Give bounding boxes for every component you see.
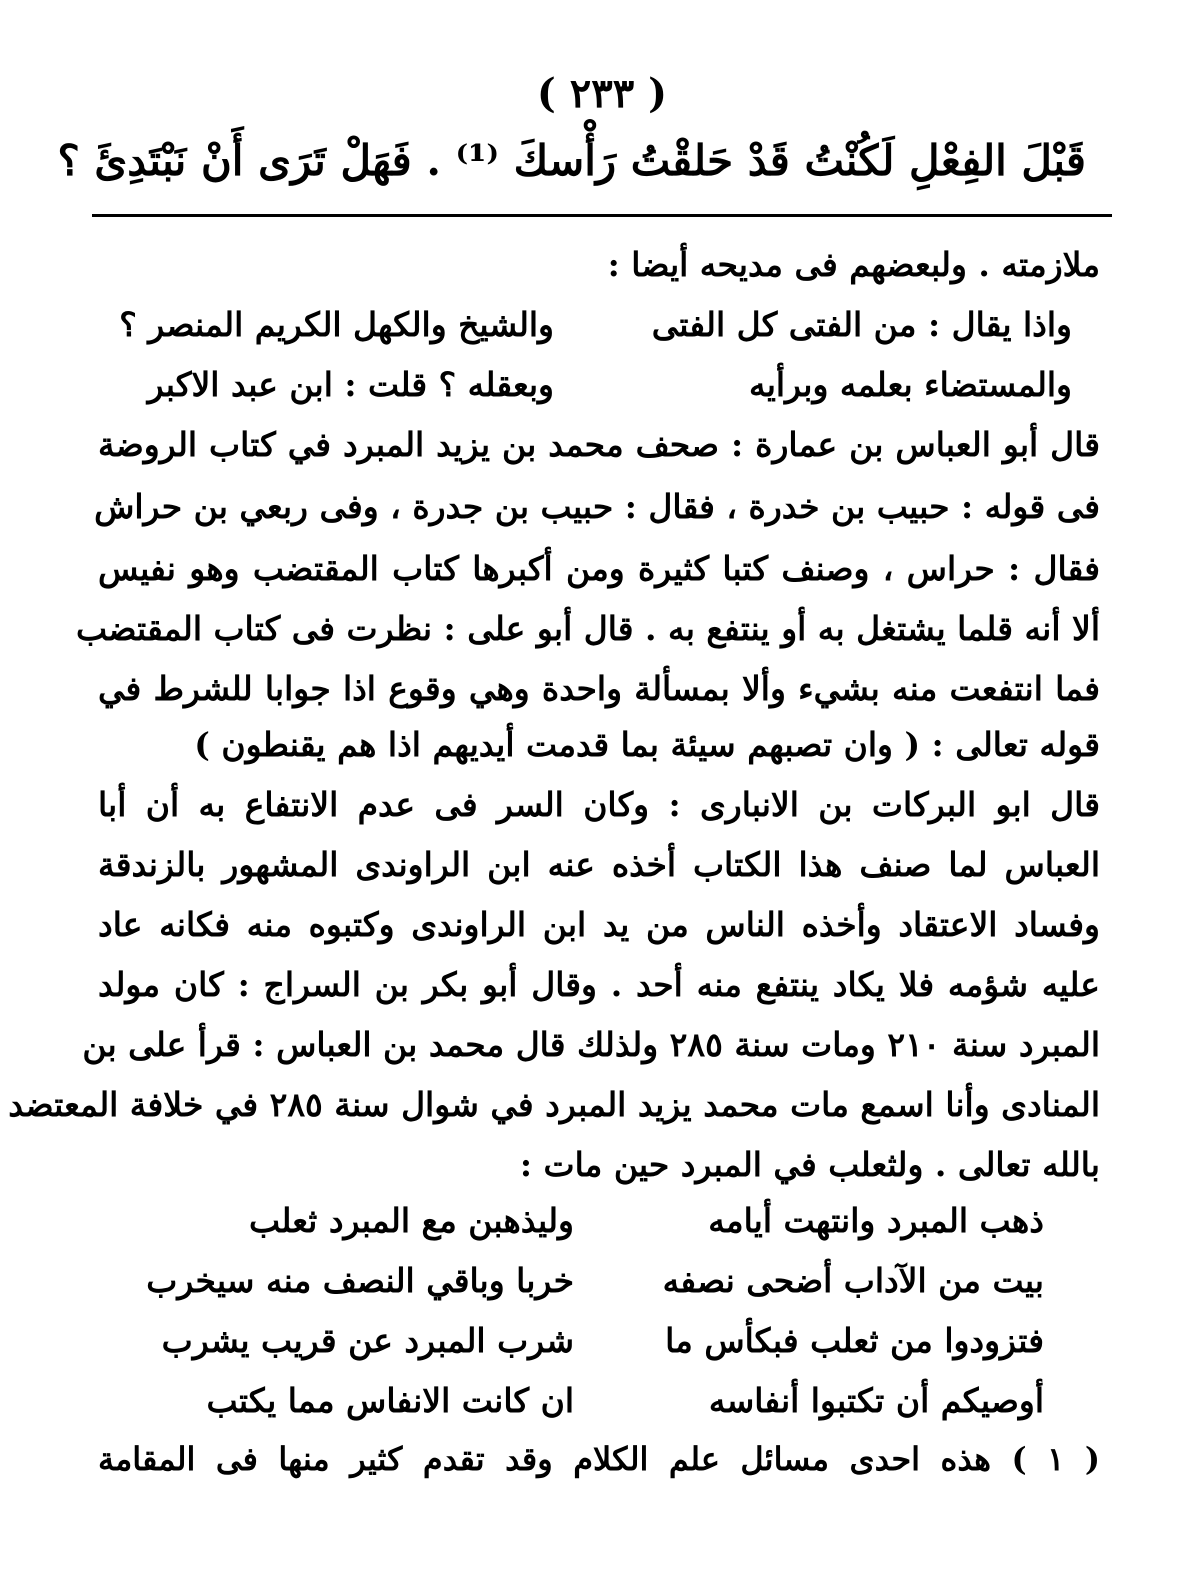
body-line-8: قال ابو البركات بن الانبارى : وكان السر فى عدم الانتفاع به أن أبا xyxy=(98,785,1100,824)
body-line-1: ملازمته . ولبعضهم فى مديحه أيضا : xyxy=(607,245,1100,284)
body-line-9: العباس لما صنف هذا الكتاب أخذه عنه ابن الراوندى المشهور بالزندقة xyxy=(98,845,1100,884)
verse-5-first-hemistich: فتزودوا من ثعلب فبكأس ما xyxy=(665,1321,1044,1360)
verse-4 xyxy=(134,1256,1044,1306)
verse-6-second-hemistich: ان كانت الانفاس مما يكتب xyxy=(206,1381,574,1420)
body-line-5: ألا أنه قلما يشتغل به أو ينتفع به . قال أبو على : نظرت فى كتاب المقتضب xyxy=(76,609,1100,648)
verse-2-second-hemistich: وبعقله ؟ قلت : ابن عبد الاكبر xyxy=(147,365,554,404)
verse-2-first-hemistich: والمستضاء بعلمه وبرأيه xyxy=(749,365,1072,404)
body-line-7: قوله تعالى : ( وان تصبهم سيئة بما قدمت أيديهم اذا هم يقنطون ) xyxy=(194,725,1100,764)
body-line-11: عليه شؤمه فلا يكاد ينتفع منه أحد . وقال أبو بكر بن السراج : كان مولد xyxy=(98,965,1100,1004)
body-line-6: فما انتفعت منه بشيء وألا بمسألة واحدة وهي وقوع اذا جوابا للشرط في xyxy=(98,669,1100,708)
body-line-12: المبرد سنة ٢١٠ ومات سنة ٢٨٥ ولذلك قال محمد بن العباس : قرأ على بن xyxy=(82,1025,1100,1064)
verse-3-second-hemistich: وليذهبن مع المبرد ثعلب xyxy=(248,1201,574,1240)
header-divider xyxy=(92,214,1112,217)
verse-3-first-hemistich: ذهب المبرد وانتهت أيامه xyxy=(708,1201,1044,1240)
verse-1-second-hemistich: والشيخ والكهل الكريم المنصر ؟ xyxy=(119,305,554,344)
verse-4-second-hemistich: خربا وباقي النصف منه سيخرب xyxy=(146,1261,574,1300)
verse-3 xyxy=(134,1196,1044,1246)
verse-5-second-hemistich: شرب المبرد عن قريب يشرب xyxy=(161,1321,574,1360)
verse-1 xyxy=(114,300,1072,350)
verse-4-first-hemistich: بيت من الآداب أضحى نصفه xyxy=(662,1261,1044,1300)
body-line-14: بالله تعالى . ولثعلب في المبرد حين مات : xyxy=(519,1145,1100,1184)
verse-2 xyxy=(114,360,1072,410)
verse-6-first-hemistich: أوصيكم أن تكتبوا أنفاسه xyxy=(708,1381,1044,1420)
body-line-10: وفساد الاعتقاد وأخذه الناس من يد ابن الراوندى وكتبوه منه فكانه عاد xyxy=(98,905,1100,944)
body-line-3: فى قوله : حبيب بن خدرة ، فقال : حبيب بن جدرة ، وفى ربعي بن حراش xyxy=(94,487,1100,526)
header-text-line: قَبْلَ الفِعْلِ لَكُنْتُ قَدْ حَلقْتُ رَأْسكَ ⁽¹⁾ . فَهَلْ تَرَى أَنْ نَبْتَدِئَ ؟ xyxy=(57,136,1086,185)
body-line-13: المنادى وأنا اسمع مات محمد يزيد المبرد في شوال سنة ٢٨٥ في خلافة المعتضد xyxy=(8,1085,1100,1124)
footnote: ( ١ ) هذه احدى مسائل علم الكلام وقد تقدم كثير منها فى المقامة xyxy=(98,1440,1100,1478)
verse-6 xyxy=(134,1376,1044,1426)
body-line-2: قال أبو العباس بن عمارة : صحف محمد بن يزيد المبرد في كتاب الروضة xyxy=(98,425,1100,464)
verse-1-first-hemistich: واذا يقال : من الفتى كل الفتى xyxy=(651,305,1072,344)
body-line-4: فقال : حراس ، وصنف كتبا كثيرة ومن أكبرها كتاب المقتضب وهو نفيس xyxy=(98,549,1100,588)
page-number: ( ٢٣٣ ) xyxy=(536,70,668,117)
verse-5 xyxy=(134,1316,1044,1366)
